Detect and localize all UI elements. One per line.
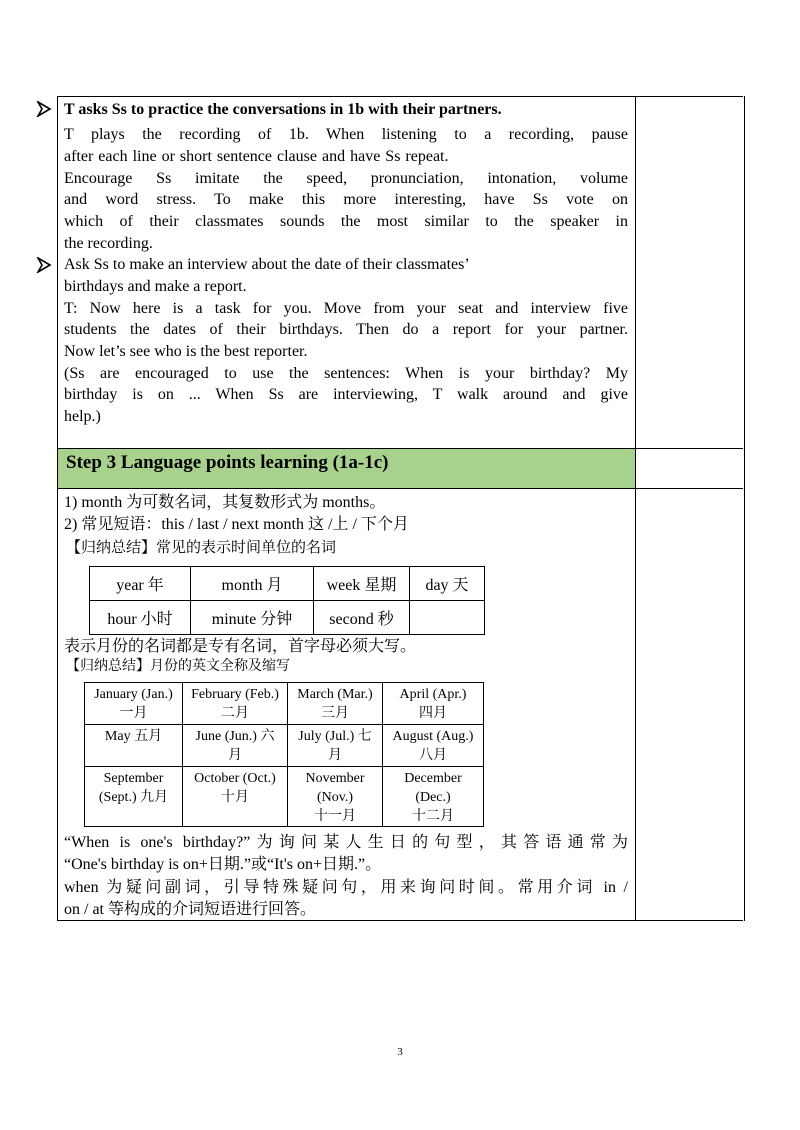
table-row bbox=[90, 601, 485, 635]
para1-line: which of their classmates sounds the most similar to the speaker in bbox=[64, 213, 628, 230]
table-cell: May 五月 bbox=[85, 725, 183, 767]
table-bottom-border bbox=[57, 920, 743, 921]
table-cell: June (Jun.) 六 月 bbox=[183, 725, 288, 767]
table-cell: day 天 bbox=[410, 567, 485, 601]
para1-line: T plays the recording of 1b. When listening to a recording, pause bbox=[64, 126, 628, 143]
table-row bbox=[85, 725, 484, 767]
when-note-line: “When is one's birthday?”为询问某人生日的句型，其答语通常为 bbox=[64, 834, 628, 851]
months-table bbox=[84, 682, 484, 827]
step-row-bottom-border bbox=[57, 488, 743, 489]
when-note-line: on / at 等构成的介词短语进行回答。 bbox=[64, 901, 316, 918]
para1-line: and word stress. To make this more interesting, have Ss vote on bbox=[64, 191, 628, 208]
bullet2-line: birthdays and make a report. bbox=[64, 278, 247, 295]
time-units-table bbox=[89, 566, 485, 635]
table-cell: August (Aug.) 八月 bbox=[383, 725, 484, 767]
table-row bbox=[90, 567, 485, 601]
column-divider bbox=[635, 96, 636, 921]
table-row bbox=[85, 767, 484, 827]
bullet-arrow-icon bbox=[36, 101, 52, 117]
step3-title: Step 3 Language points learning (1a-1c) bbox=[66, 452, 389, 473]
when-note-line: “One's birthday is on+日期.”或“It's on+日期.”。 bbox=[64, 856, 382, 873]
when-note-line: when 为疑问副词，引导特殊疑问句，用来询问时间。常用介词 in / bbox=[64, 879, 628, 896]
table-cell: minute 分钟 bbox=[191, 601, 314, 635]
table-cell bbox=[410, 601, 485, 635]
bullet1-title: T asks Ss to practice the conversations in 1b with their partners. bbox=[64, 101, 502, 118]
bullet2-line: Ask Ss to make an interview about the date of their classmates’ bbox=[64, 256, 470, 273]
table-cell: April (Apr.) 四月 bbox=[383, 683, 484, 725]
table-top-border bbox=[57, 96, 743, 97]
table-cell: year 年 bbox=[90, 567, 191, 601]
language-point-1: 1) month 为可数名词，其复数形式为 months。 bbox=[64, 494, 386, 511]
table-cell: second 秒 bbox=[314, 601, 410, 635]
table-cell: hour 小时 bbox=[90, 601, 191, 635]
table-cell: December (Dec.) 十二月 bbox=[383, 767, 484, 827]
table-cell: January (Jan.) 一月 bbox=[85, 683, 183, 725]
months-proper-noun-note: 表示月份的名词都是专有名词，首字母必须大写。 bbox=[64, 638, 417, 655]
table-cell: October (Oct.) 十月 bbox=[183, 767, 288, 827]
para3-line: birthday is on ... When Ss are interviewing, T walk around and give bbox=[64, 386, 628, 403]
para1-line: after each line or short sentence clause and have Ss repeat. bbox=[64, 148, 449, 165]
table-cell: July (Jul.) 七 月 bbox=[288, 725, 383, 767]
table-row bbox=[85, 683, 484, 725]
para2-line: Now let’s see who is the best reporter. bbox=[64, 343, 308, 360]
para2-line: students the dates of their birthdays. Then do a report for your partner. bbox=[64, 321, 628, 338]
para1-line: the recording. bbox=[64, 235, 153, 252]
table-cell: September (Sept.) 九月 bbox=[85, 767, 183, 827]
para3-line: (Ss are encouraged to use the sentences: When is your birthday? My bbox=[64, 365, 628, 382]
table-cell: March (Mar.) 三月 bbox=[288, 683, 383, 725]
summary-heading-time-units: 【归纳总结】常见的表示时间单位的名词 bbox=[66, 540, 337, 556]
table-cell: February (Feb.) 二月 bbox=[183, 683, 288, 725]
table-cell: week 星期 bbox=[314, 567, 410, 601]
para1-line: Encourage Ss imitate the speed, pronunciation, intonation, volume bbox=[64, 170, 628, 187]
page-number: 3 bbox=[397, 1046, 403, 1058]
summary-heading-months: 【归纳总结】月份的英文全称及缩写 bbox=[66, 659, 290, 674]
table-cell: month 月 bbox=[191, 567, 314, 601]
para2-line: T: Now here is a task for you. Move from your seat and interview five bbox=[64, 300, 628, 317]
language-point-2: 2) 常见短语：this / last / next month 这 /上 / 下个月 bbox=[64, 516, 409, 533]
table-cell: November (Nov.) 十一月 bbox=[288, 767, 383, 827]
bullet-arrow-icon bbox=[36, 257, 52, 273]
para3-line: help.) bbox=[64, 408, 101, 425]
